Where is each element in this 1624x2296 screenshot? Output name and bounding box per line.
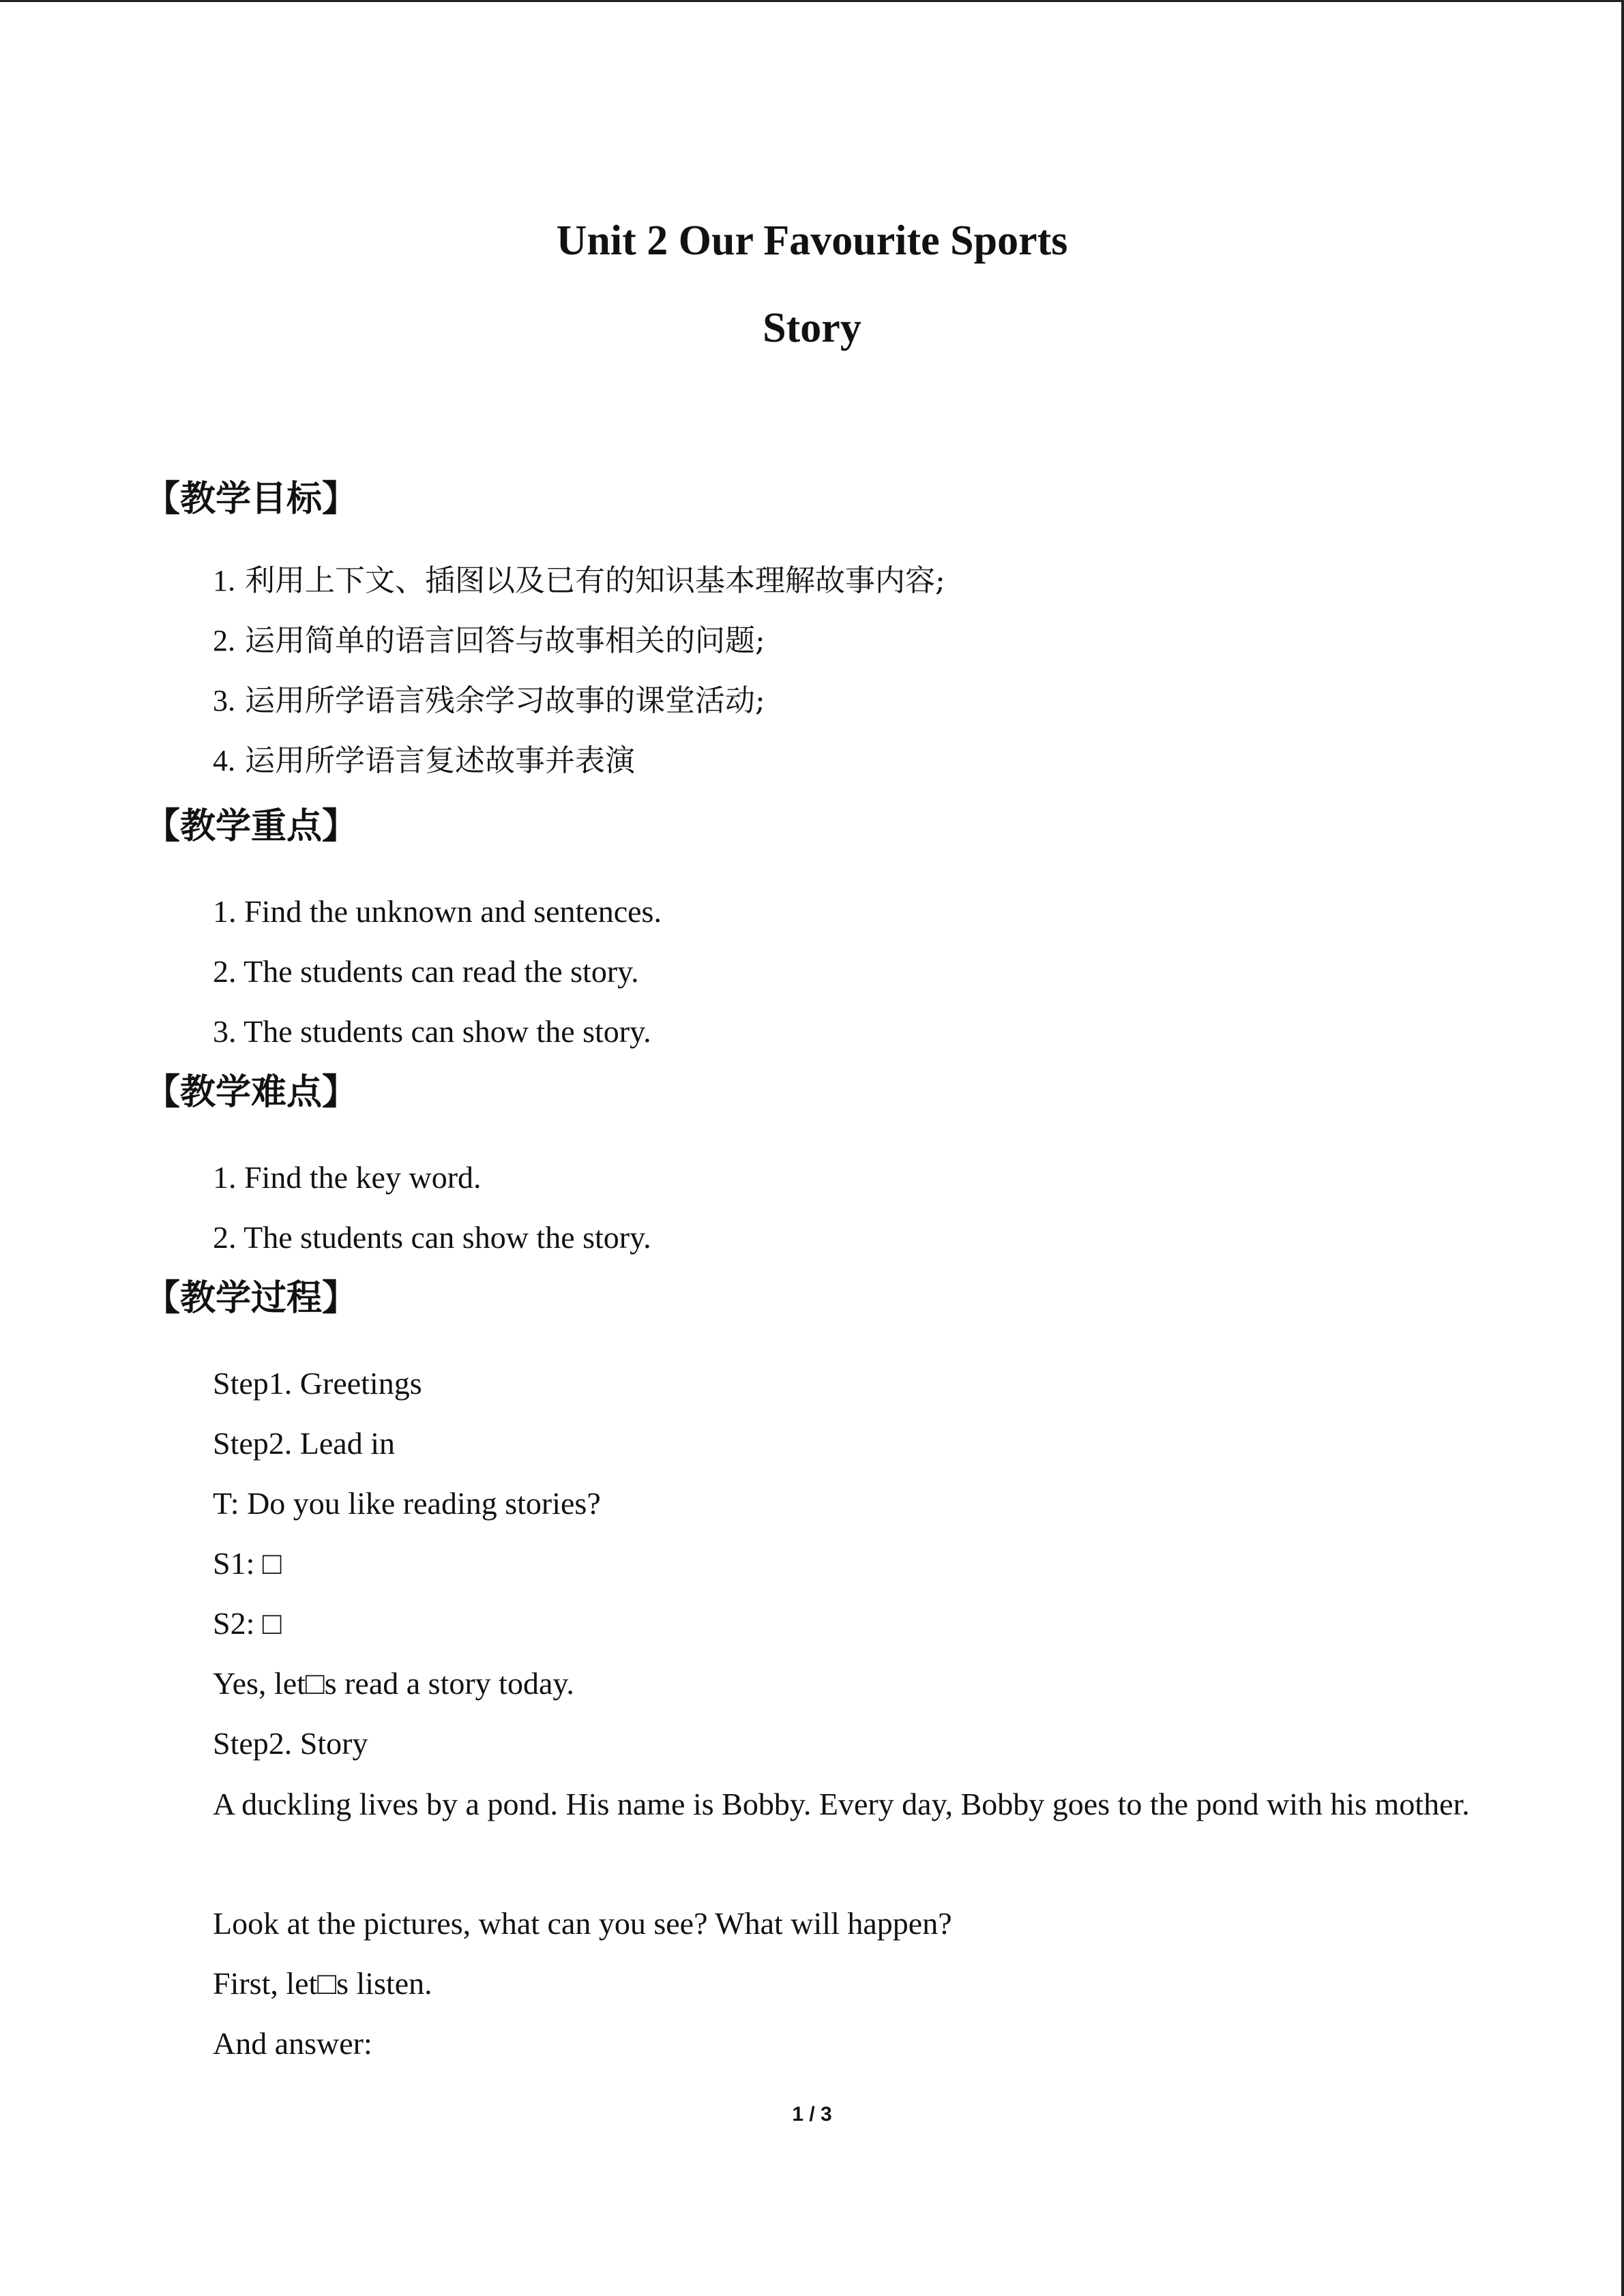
objective-number: 3. [213,684,235,717]
objective-number: 1. [213,564,235,597]
process-line: S1: □ [213,1546,282,1581]
process-line: Yes, let□s read a story today. [213,1666,574,1701]
objective-item [213,563,945,598]
key-point-item: 2. The students can read the story. [213,954,639,989]
objective-number: 2. [213,624,235,657]
objective-text: 运用所学语言残余学习故事的课堂活动; [245,683,765,718]
difficulty-item: 1. Find the key word. [213,1160,482,1195]
process-line: First, let□s listen. [213,1966,432,2001]
process-line: T: Do you like reading stories? [213,1486,601,1521]
page-border-top [0,0,1624,2]
story-paragraph: A duckling lives by a pond. His name is Bobby. Every day, Bobby goes to the pond with his mother. [213,1787,1470,1821]
objective-text: 运用所学语言复述故事并表演 [245,743,635,778]
document-subtitle: Story [763,305,861,351]
key-point-item: 3. The students can show the story. [213,1014,651,1049]
key-point-item: 1. Find the unknown and sentences. [213,894,662,929]
page-number: 1 / 3 [792,2103,832,2126]
objective-text: 利用上下文、插图以及已有的知识基本理解故事内容; [245,563,945,598]
document-title: Unit 2 Our Favourite Sports [556,218,1068,264]
objective-item [213,743,635,778]
section-heading-key-points: 【教学重点】 [145,806,358,847]
objective-item [213,683,765,718]
process-line: Look at the pictures, what can you see? What will happen? [213,1906,952,1941]
process-line: Step2. Lead in [213,1426,395,1461]
objective-number: 4. [213,744,235,777]
section-heading-difficulties: 【教学难点】 [145,1072,358,1113]
difficulty-item: 2. The students can show the story. [213,1220,651,1255]
objective-text: 运用简单的语言回答与故事相关的问题; [245,623,765,658]
process-line: S2: □ [213,1606,282,1641]
objective-item [213,623,765,658]
process-line: Step1. Greetings [213,1366,422,1401]
process-line: Step2. Story [213,1726,368,1761]
section-heading-process: 【教学过程】 [145,1278,358,1319]
process-line: And answer: [213,2026,372,2061]
section-heading-objectives: 【教学目标】 [145,479,358,520]
